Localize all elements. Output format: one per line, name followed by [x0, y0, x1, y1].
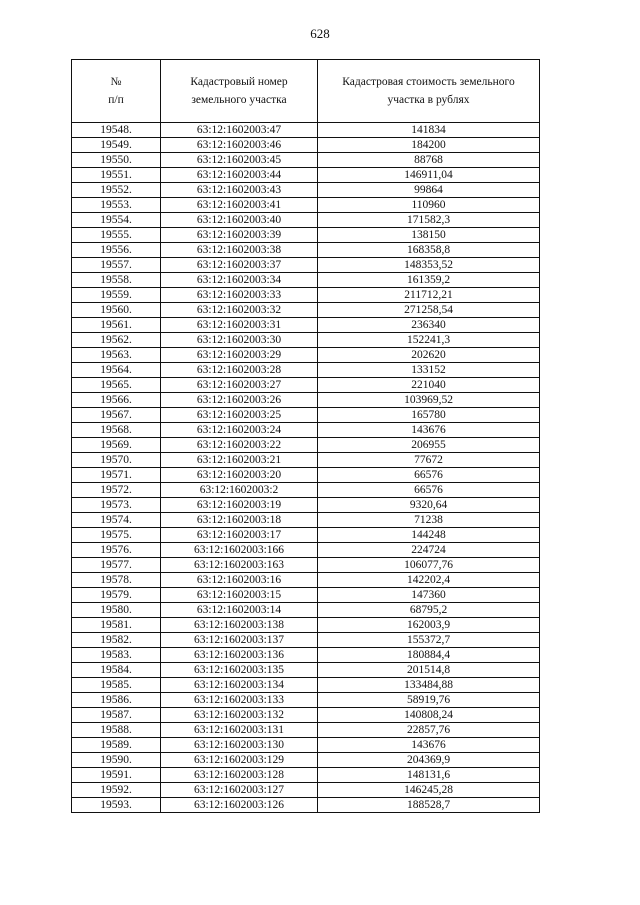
table-row	[72, 213, 540, 228]
cell-cadastral-number: 63:12:1602003:17	[161, 528, 318, 543]
cell-cadastral-number: 63:12:1602003:16	[161, 573, 318, 588]
cell-index: 19590.	[72, 753, 161, 768]
cell-index: 19591.	[72, 768, 161, 783]
cell-cadastral-value: 165780	[318, 408, 540, 423]
table-row	[72, 738, 540, 753]
table-row	[72, 723, 540, 738]
table-row	[72, 633, 540, 648]
cell-cadastral-number: 63:12:1602003:132	[161, 708, 318, 723]
cell-index: 19572.	[72, 483, 161, 498]
cell-cadastral-value: 188528,7	[318, 798, 540, 813]
cell-cadastral-number: 63:12:1602003:14	[161, 603, 318, 618]
cell-cadastral-number: 63:12:1602003:34	[161, 273, 318, 288]
cell-cadastral-number: 63:12:1602003:33	[161, 288, 318, 303]
cell-cadastral-number: 63:12:1602003:30	[161, 333, 318, 348]
cell-index: 19580.	[72, 603, 161, 618]
cell-cadastral-number: 63:12:1602003:39	[161, 228, 318, 243]
table-row	[72, 333, 540, 348]
cell-index: 19567.	[72, 408, 161, 423]
cell-cadastral-value: 144248	[318, 528, 540, 543]
cell-cadastral-value: 147360	[318, 588, 540, 603]
table-row	[72, 288, 540, 303]
table-row	[72, 648, 540, 663]
cell-cadastral-value: 221040	[318, 378, 540, 393]
cell-index: 19556.	[72, 243, 161, 258]
table-row	[72, 678, 540, 693]
table-row	[72, 453, 540, 468]
cell-index: 19584.	[72, 663, 161, 678]
cell-cadastral-value: 171582,3	[318, 213, 540, 228]
cell-index: 19554.	[72, 213, 161, 228]
cell-cadastral-number: 63:12:1602003:46	[161, 138, 318, 153]
cell-index: 19566.	[72, 393, 161, 408]
cell-cadastral-value: 77672	[318, 453, 540, 468]
table-row	[72, 168, 540, 183]
cell-cadastral-value: 148131,6	[318, 768, 540, 783]
header-row	[72, 60, 540, 123]
cell-index: 19582.	[72, 633, 161, 648]
cell-cadastral-number: 63:12:1602003:15	[161, 588, 318, 603]
cell-cadastral-value: 141834	[318, 123, 540, 138]
cell-cadastral-value: 206955	[318, 438, 540, 453]
cell-index: 19586.	[72, 693, 161, 708]
table-row	[72, 753, 540, 768]
cell-cadastral-number: 63:12:1602003:29	[161, 348, 318, 363]
cell-cadastral-value: 204369,9	[318, 753, 540, 768]
header-index	[72, 60, 161, 123]
header-index-line1: №	[110, 76, 122, 88]
table-row	[72, 258, 540, 273]
cell-index: 19568.	[72, 423, 161, 438]
header-cadastral-value-line2: участка в рублях	[387, 94, 470, 106]
cell-cadastral-value: 146245,28	[318, 783, 540, 798]
cell-index: 19583.	[72, 648, 161, 663]
table-row	[72, 348, 540, 363]
cell-cadastral-number: 63:12:1602003:25	[161, 408, 318, 423]
table-row	[72, 498, 540, 513]
cell-cadastral-number: 63:12:1602003:22	[161, 438, 318, 453]
table-row	[72, 693, 540, 708]
table-row	[72, 513, 540, 528]
cell-index: 19551.	[72, 168, 161, 183]
cell-cadastral-number: 63:12:1602003:28	[161, 363, 318, 378]
cell-cadastral-number: 63:12:1602003:47	[161, 123, 318, 138]
header-cadastral-number	[161, 60, 318, 123]
cell-cadastral-value: 99864	[318, 183, 540, 198]
cell-cadastral-number: 63:12:1602003:129	[161, 753, 318, 768]
cell-cadastral-number: 63:12:1602003:166	[161, 543, 318, 558]
cell-cadastral-value: 184200	[318, 138, 540, 153]
cell-cadastral-value: 162003,9	[318, 618, 540, 633]
cell-index: 19552.	[72, 183, 161, 198]
cell-cadastral-number: 63:12:1602003:31	[161, 318, 318, 333]
cell-cadastral-value: 168358,8	[318, 243, 540, 258]
cell-cadastral-value: 146911,04	[318, 168, 540, 183]
cell-cadastral-number: 63:12:1602003:135	[161, 663, 318, 678]
cell-cadastral-number: 63:12:1602003:136	[161, 648, 318, 663]
table-row	[72, 303, 540, 318]
cell-cadastral-value: 152241,3	[318, 333, 540, 348]
cell-cadastral-number: 63:12:1602003:37	[161, 258, 318, 273]
table-row	[72, 438, 540, 453]
table-row	[72, 243, 540, 258]
cell-index: 19549.	[72, 138, 161, 153]
cell-index: 19581.	[72, 618, 161, 633]
cell-cadastral-value: 9320,64	[318, 498, 540, 513]
cell-cadastral-number: 63:12:1602003:163	[161, 558, 318, 573]
cell-index: 19589.	[72, 738, 161, 753]
cell-cadastral-number: 63:12:1602003:18	[161, 513, 318, 528]
header-index-line2: п/п	[108, 94, 124, 106]
cell-index: 19573.	[72, 498, 161, 513]
table-row	[72, 198, 540, 213]
cell-cadastral-value: 66576	[318, 468, 540, 483]
table-row	[72, 588, 540, 603]
cell-cadastral-value: 22857,76	[318, 723, 540, 738]
header-cadastral-number-line2: земельного участка	[191, 94, 287, 106]
cell-cadastral-number: 63:12:1602003:44	[161, 168, 318, 183]
cell-index: 19587.	[72, 708, 161, 723]
cell-cadastral-value: 180884,4	[318, 648, 540, 663]
cell-cadastral-number: 63:12:1602003:32	[161, 303, 318, 318]
table-body	[72, 123, 540, 813]
cell-cadastral-value: 88768	[318, 153, 540, 168]
cell-index: 19555.	[72, 228, 161, 243]
cell-index: 19553.	[72, 198, 161, 213]
table-row	[72, 228, 540, 243]
header-cadastral-value	[318, 60, 540, 123]
cell-cadastral-value: 148353,52	[318, 258, 540, 273]
table-header	[72, 60, 540, 123]
table-row	[72, 273, 540, 288]
cell-cadastral-number: 63:12:1602003:21	[161, 453, 318, 468]
table-row	[72, 528, 540, 543]
cell-cadastral-value: 201514,8	[318, 663, 540, 678]
cell-cadastral-value: 271258,54	[318, 303, 540, 318]
cell-index: 19577.	[72, 558, 161, 573]
cell-cadastral-value: 211712,21	[318, 288, 540, 303]
cell-index: 19565.	[72, 378, 161, 393]
cell-cadastral-number: 63:12:1602003:133	[161, 693, 318, 708]
table-row	[72, 138, 540, 153]
cell-cadastral-number: 63:12:1602003:130	[161, 738, 318, 753]
cadastral-table	[71, 59, 540, 813]
table-row	[72, 318, 540, 333]
cell-index: 19550.	[72, 153, 161, 168]
cell-cadastral-number: 63:12:1602003:19	[161, 498, 318, 513]
cell-cadastral-number: 63:12:1602003:128	[161, 768, 318, 783]
header-cadastral-value-line1: Кадастровая стоимость земельного	[342, 76, 515, 88]
cell-index: 19560.	[72, 303, 161, 318]
table-row	[72, 783, 540, 798]
cell-cadastral-number: 63:12:1602003:26	[161, 393, 318, 408]
table-row	[72, 768, 540, 783]
cell-cadastral-value: 68795,2	[318, 603, 540, 618]
cell-index: 19548.	[72, 123, 161, 138]
cell-cadastral-value: 71238	[318, 513, 540, 528]
table-row	[72, 363, 540, 378]
cell-index: 19579.	[72, 588, 161, 603]
cell-index: 19570.	[72, 453, 161, 468]
cell-cadastral-number: 63:12:1602003:126	[161, 798, 318, 813]
cell-cadastral-number: 63:12:1602003:2	[161, 483, 318, 498]
table-row	[72, 123, 540, 138]
table-row	[72, 708, 540, 723]
cell-cadastral-value: 143676	[318, 423, 540, 438]
cell-cadastral-value: 236340	[318, 318, 540, 333]
cell-index: 19564.	[72, 363, 161, 378]
cell-cadastral-value: 142202,4	[318, 573, 540, 588]
cell-cadastral-number: 63:12:1602003:38	[161, 243, 318, 258]
cell-cadastral-number: 63:12:1602003:138	[161, 618, 318, 633]
cell-index: 19593.	[72, 798, 161, 813]
table-row	[72, 183, 540, 198]
cell-cadastral-number: 63:12:1602003:40	[161, 213, 318, 228]
table-row	[72, 603, 540, 618]
cell-index: 19569.	[72, 438, 161, 453]
cell-cadastral-number: 63:12:1602003:134	[161, 678, 318, 693]
cell-cadastral-value: 133152	[318, 363, 540, 378]
cell-cadastral-number: 63:12:1602003:127	[161, 783, 318, 798]
cell-index: 19562.	[72, 333, 161, 348]
cell-index: 19558.	[72, 273, 161, 288]
cell-cadastral-value: 140808,24	[318, 708, 540, 723]
cell-index: 19585.	[72, 678, 161, 693]
cell-cadastral-value: 66576	[318, 483, 540, 498]
cell-cadastral-value: 58919,76	[318, 693, 540, 708]
cell-index: 19557.	[72, 258, 161, 273]
cell-cadastral-number: 63:12:1602003:137	[161, 633, 318, 648]
table-row	[72, 483, 540, 498]
cell-index: 19561.	[72, 318, 161, 333]
table-row	[72, 798, 540, 813]
cell-cadastral-value: 103969,52	[318, 393, 540, 408]
cell-cadastral-number: 63:12:1602003:20	[161, 468, 318, 483]
cell-cadastral-number: 63:12:1602003:24	[161, 423, 318, 438]
cell-cadastral-value: 133484,88	[318, 678, 540, 693]
table-row	[72, 393, 540, 408]
cell-cadastral-number: 63:12:1602003:27	[161, 378, 318, 393]
cell-index: 19571.	[72, 468, 161, 483]
cell-cadastral-value: 224724	[318, 543, 540, 558]
cell-cadastral-value: 138150	[318, 228, 540, 243]
cell-cadastral-value: 143676	[318, 738, 540, 753]
cell-cadastral-number: 63:12:1602003:41	[161, 198, 318, 213]
cell-index: 19576.	[72, 543, 161, 558]
cell-cadastral-number: 63:12:1602003:43	[161, 183, 318, 198]
table-row	[72, 408, 540, 423]
page-number: 628	[310, 26, 330, 41]
cell-cadastral-value: 155372,7	[318, 633, 540, 648]
table-row	[72, 153, 540, 168]
cell-cadastral-value: 106077,76	[318, 558, 540, 573]
cell-index: 19578.	[72, 573, 161, 588]
table-row	[72, 558, 540, 573]
cell-cadastral-number: 63:12:1602003:131	[161, 723, 318, 738]
cell-index: 19592.	[72, 783, 161, 798]
table-row	[72, 663, 540, 678]
table-row	[72, 573, 540, 588]
cell-cadastral-number: 63:12:1602003:45	[161, 153, 318, 168]
cell-index: 19588.	[72, 723, 161, 738]
cell-cadastral-value: 202620	[318, 348, 540, 363]
table-row	[72, 378, 540, 393]
cell-cadastral-value: 161359,2	[318, 273, 540, 288]
table-row	[72, 423, 540, 438]
table-row	[72, 618, 540, 633]
cell-index: 19563.	[72, 348, 161, 363]
cell-cadastral-value: 110960	[318, 198, 540, 213]
header-cadastral-number-line1: Кадастровый номер	[190, 76, 288, 88]
cell-index: 19574.	[72, 513, 161, 528]
table-row	[72, 543, 540, 558]
table-row	[72, 468, 540, 483]
cell-index: 19559.	[72, 288, 161, 303]
cell-index: 19575.	[72, 528, 161, 543]
